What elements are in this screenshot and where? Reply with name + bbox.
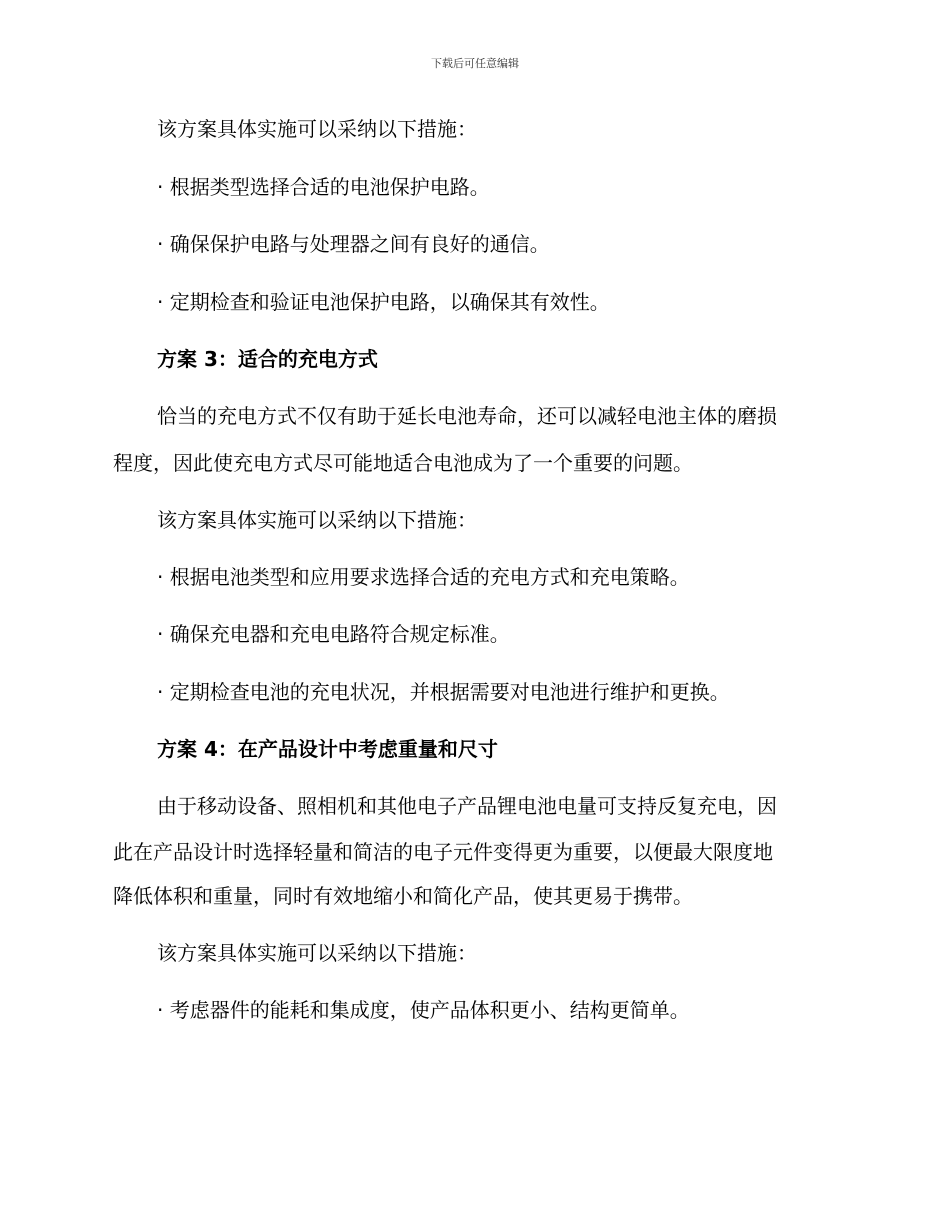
paragraph-plan-4-line-2: 此在产品设计时选择轻量和简洁的电子元件变得更为重要，以便最大限度地 <box>113 840 773 864</box>
paragraph-plan-3-line-2: 程度，因此使充电方式尽可能地适合电池成为了一个重要的问题。 <box>113 451 693 475</box>
bullet-protection-circuit: · 根据类型选择合适的电池保护电路。 <box>157 175 490 199</box>
section-heading-plan-4: 方案 4：在产品设计中考虑重量和尺寸 <box>157 737 498 761</box>
paragraph-plan-3-line-1: 恰当的充电方式不仅有助于延长电池寿命，还可以减轻电池主体的磨损 <box>157 404 777 428</box>
bullet-charger-standard: · 确保充电器和充电电路符合规定标准。 <box>157 622 510 646</box>
bullet-energy-integration: · 考虑器件的能耗和集成度，使产品体积更小、结构更简单。 <box>157 998 690 1022</box>
paragraph-plan-4-line-1: 由于移动设备、照相机和其他电子产品锂电池电量可支持反复充电，因 <box>157 794 777 818</box>
measures-intro-3: 该方案具体实施可以采纳以下措施： <box>157 941 477 965</box>
paragraph-plan-4-line-3: 降低体积和重量，同时有效地缩小和简化产品，使其更易于携带。 <box>113 884 693 908</box>
measures-intro-1: 该方案具体实施可以采纳以下措施： <box>157 117 477 141</box>
section-heading-plan-3: 方案 3：适合的充电方式 <box>157 347 378 371</box>
page-header-note: 下载后可任意编辑 <box>431 57 519 70</box>
measures-intro-2: 该方案具体实施可以采纳以下措施： <box>157 508 477 532</box>
bullet-charging-strategy: · 根据电池类型和应用要求选择合适的充电方式和充电策略。 <box>157 565 690 589</box>
bullet-charging-check: · 定期检查电池的充电状况，并根据需要对电池进行维护和更换。 <box>157 680 730 704</box>
bullet-periodic-check: · 定期检查和验证电池保护电路，以确保其有效性。 <box>157 290 610 314</box>
bullet-communication: · 确保保护电路与处理器之间有良好的通信。 <box>157 232 550 256</box>
